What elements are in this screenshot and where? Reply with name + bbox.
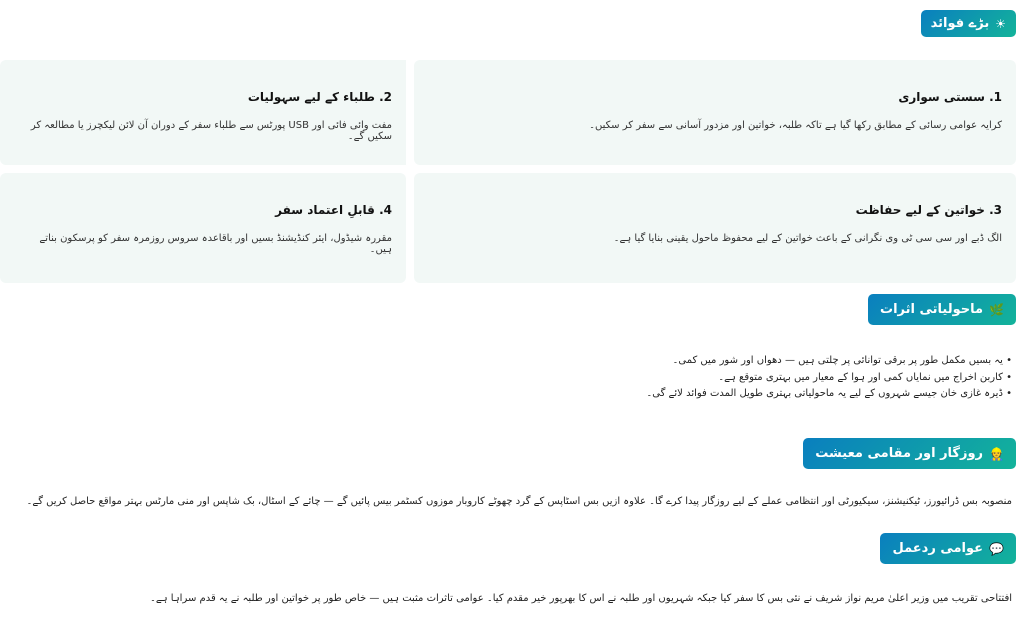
card-title: 2. طلباء کے لیے سہولیات [247,90,392,104]
card-text: مفت وائی فائی اور USB پورٹس سے طلباء سفر کے دوران آن لائن لیکچرز یا مطالعہ کر سکیں گے۔ [30,120,392,142]
employment-paragraph: منصوبہ بس ڈرائیورز، ٹیکنیشنز، سیکیورٹی اور انتظامی عملے کے لیے روزگار پیدا کرے گا۔ علاوہ ازیں بس اسٹاپس کے گرد چھوٹے کاروبار موزوں کسٹمر بیس پائیں گے — چائے کے اسٹال، بک شاپس اور منی مارٹس بہتر مواقع حاصل کریں گے۔ [26,496,1012,507]
card-text: الگ ڈبے اور سی سی ٹی وی نگرانی کے باعث خواتین کے لیے محفوظ ماحول یقینی بنایا گیا ہے۔ [613,233,1002,244]
benefit-card-4 [0,173,406,283]
environment-list [646,353,1012,403]
worker-icon: 👷 [989,446,1004,461]
card-text: مقررہ شیڈول، ایئر کنڈیشنڈ بسیں اور باقاعدہ سروس روزمرہ سفر کو پرسکون بناتے ہیں۔ [39,233,392,255]
list-item: • ڈیرہ غازی خان جیسے شہروں کے لیے یہ ماحولیاتی بہتری طویل المدت فوائد لائے گی۔ [646,386,1012,403]
card-title: 3. خواتین کے لیے حفاظت [855,203,1002,217]
list-item: • یہ بسیں مکمل طور پر برقی توانائی پر چلتی ہیں — دھواں اور شور میں کمی۔ [646,353,1012,370]
card-title: 1. سستی سواری [898,90,1002,104]
section-heading-public [880,533,1016,564]
benefit-card-1 [414,60,1016,165]
leaf-icon: 🌿 [989,302,1004,317]
card-title: 4. قابلِ اعتماد سفر [275,203,392,217]
heading-label: روزگار اور مقامی معیشت [815,446,984,461]
public-paragraph: افتتاحی تقریب میں وزیر اعلیٰ مریم نواز شریف نے نئی بس کا سفر کیا جبکہ شہریوں اور طلبہ نے اس کا بھرپور خیر مقدم کیا۔ عوامی تاثرات مثبت ہیں — خاص طور پر خواتین اور طلبہ نے یہ قدم سراہا ہے۔ [150,593,1012,604]
speech-bubble-icon: 💬 [989,541,1004,556]
heading-label: بڑے فوائد [930,16,990,31]
card-text: کرایہ عوامی رسائی کے مطابق رکھا گیا ہے تاکہ طلبہ، خواتین اور مزدور آسانی سے سفر کر سکیں۔ [589,120,1002,131]
heading-label: ماحولیاتی اثرات [880,302,984,317]
sun-icon: ☀ [995,16,1006,31]
section-heading-environment [868,294,1016,325]
heading-label: عوامی ردعمل [892,541,984,556]
section-heading-employment [803,438,1016,469]
list-item: • کاربن اخراج میں نمایاں کمی اور ہوا کے معیار میں بہتری متوقع ہے۔ [646,370,1012,387]
benefit-card-2 [0,60,406,165]
section-heading-benefits [921,10,1016,37]
benefit-card-3 [414,173,1016,283]
